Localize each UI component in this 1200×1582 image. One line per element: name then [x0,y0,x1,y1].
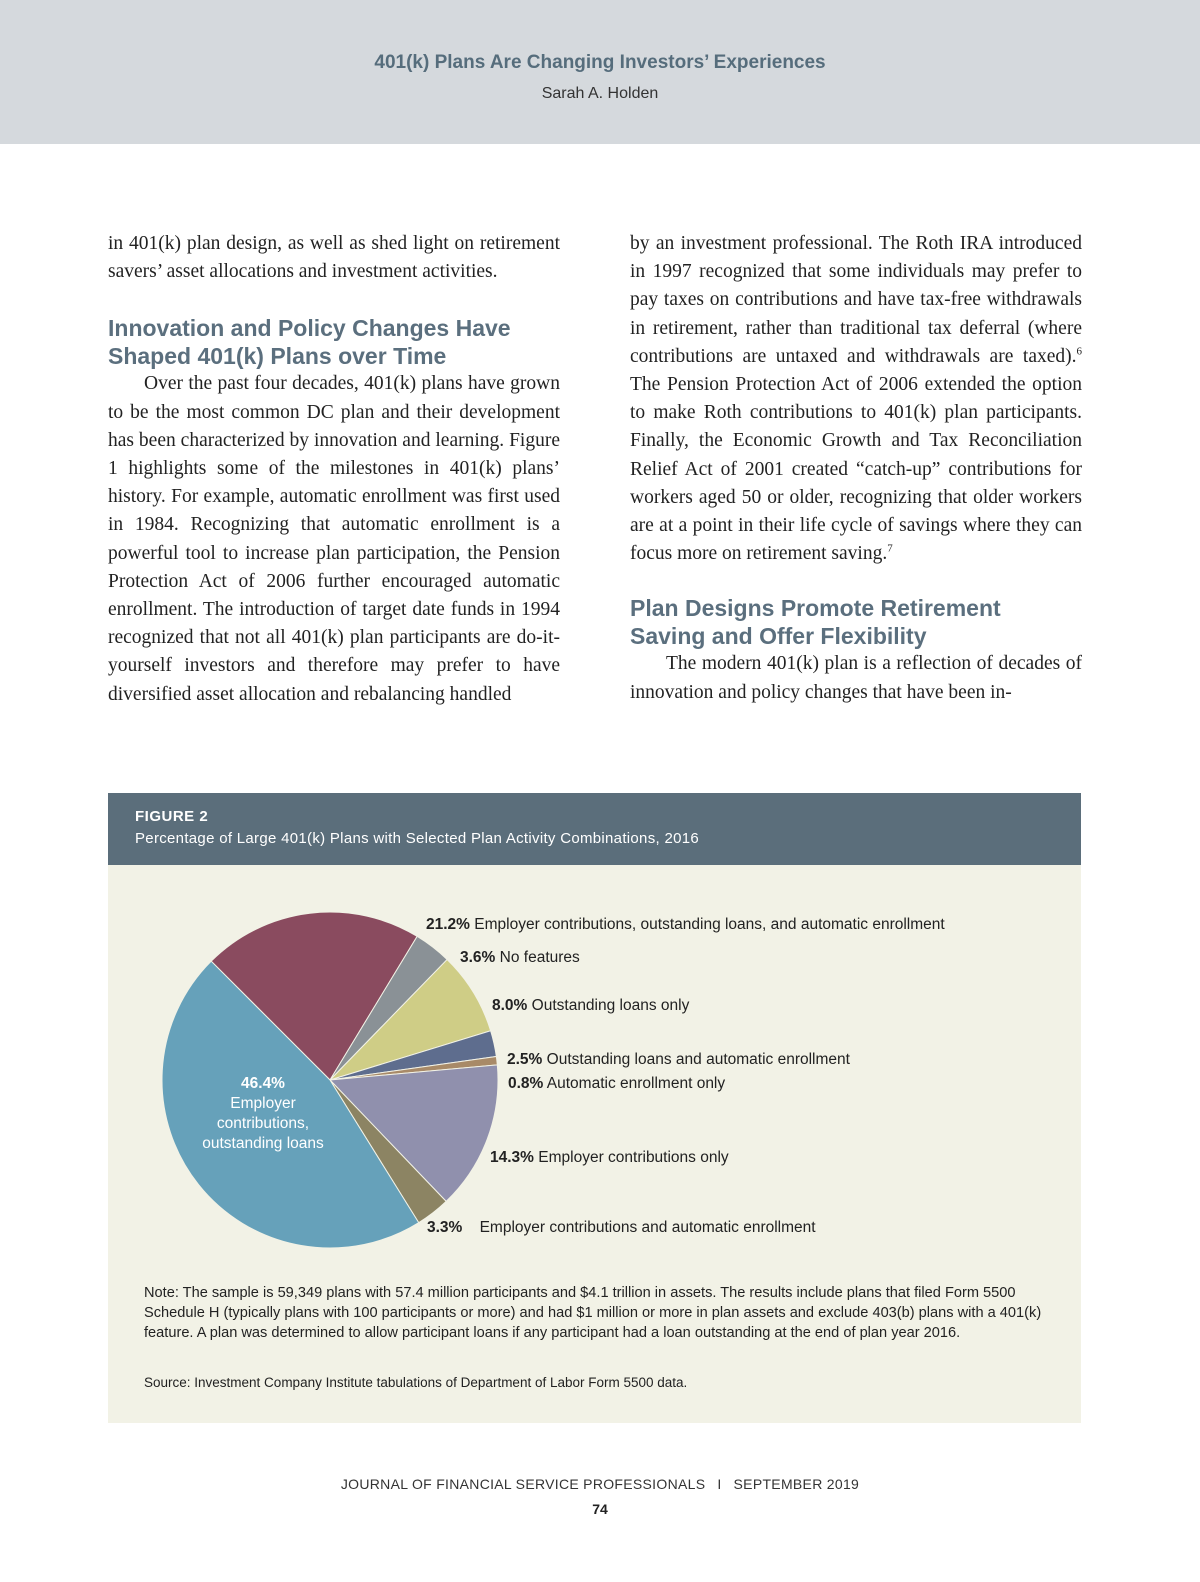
footer-journal: JOURNAL OF FINANCIAL SERVICE PROFESSIONALS I SEPTEMBER 2019 [340,1476,860,1492]
footer-separator: I [717,1476,722,1492]
paragraph-text: by an investment professional. The Roth IRA introduced in 1997 recognized that some individuals may prefer to pay taxes on contributions and have tax-free withdrawals in retirement, rather than traditional tax deferral (where contributions are untaxed and withdrawals are taxed). [630,233,1082,367]
paragraph-text: The Pension Protection Act of 2006 extended the option to make Roth contributions to 401(k) plan participants. Finally, the Economic Growth and Tax Reconciliation Relief Act of 2001 created “catch-up” contributions for workers aged 50 or older, recognizing that older workers are at a point in their life cycle of savings where they can focus more on retirement saving. [630,374,1082,565]
paragraph: Over the past four decades, 401(k) plans have grown to be the most common DC plan and their development has been characterized by innovation and learning. Figure 1 highlights some of the milestones in 401(k) plans’ history. For example, automatic enrollment was first used in 1984. Recognizing that automatic enrollment is a powerful tool to increase plan participation, the Pension Protection Act of 2006 further encouraged automatic enrollment. The introduction of target date funds in 1994 recognized that not all 401(k) plan participants are do-it-yourself investors and therefore may prefer to have diversified asset allocation and rebalancing handled [108,373,560,705]
slice-label: 8.0% Outstanding loans only [492,997,690,1014]
slice-label-inside: 46.4% Employer contributions, outstanding loans [202,1075,324,1152]
section-heading: Plan Designs Promote Retirement Saving and Offer Flexibility [630,595,1001,650]
footnote-marker: 6 [1076,345,1082,358]
figure-title: Percentage of Large 401(k) Plans with Selected Plan Activity Combinations, 2016 [135,830,700,847]
slice-label: 2.5% Outstanding loans and automatic enrollment [507,1051,850,1068]
paragraph [630,230,1082,568]
right-column [630,230,1082,707]
slice-label: 3.3% Employer contributions and automatic enrollment [427,1219,816,1236]
figure-source: Source: Investment Company Institute tabulations of Department of Labor Form 5500 data. [144,1375,688,1390]
figure-label: FIGURE 2 [135,808,209,825]
figure-body [108,865,1081,1423]
slice-label: 14.3% Employer contributions only [490,1149,729,1166]
slice-label: 3.6% No features [460,949,580,966]
figure-header [108,793,1081,865]
header-band [0,0,1200,144]
footnote-marker: 7 [887,542,893,555]
section-heading: Innovation and Policy Changes Have Shaped 401(k) Plans over Time [108,315,511,370]
author-name: Sarah A. Holden [541,85,659,102]
paragraph: The modern 401(k) plan is a reflection of decades of innovation and policy changes that have been in- [630,653,1082,703]
left-column [108,230,560,709]
page-number: 74 [592,1501,608,1517]
slice-label: 21.2% Employer contributions, outstanding loans, and automatic enrollment [426,916,945,933]
slice-label: 0.8% Automatic enrollment only [508,1075,726,1092]
figure-note: Note: The sample is 59,349 plans with 57.4 million participants and $4.1 trillion in assets. The results include plans that filed Form 5500 Schedule H (typically plans with 100 participants or more) and had $1 million or more in plan assets and exclude 403(b) plans with a 401(k) feature. A plan was determined to allow participant loans if any participant had a loan outstanding at the end of plan year 2016. [144,1285,1042,1341]
running-title: 401(k) Plans Are Changing Investors’ Experiences [374,52,826,73]
paragraph: in 401(k) plan design, as well as shed light on retirement savers’ asset allocations and investment activities. [108,233,560,283]
